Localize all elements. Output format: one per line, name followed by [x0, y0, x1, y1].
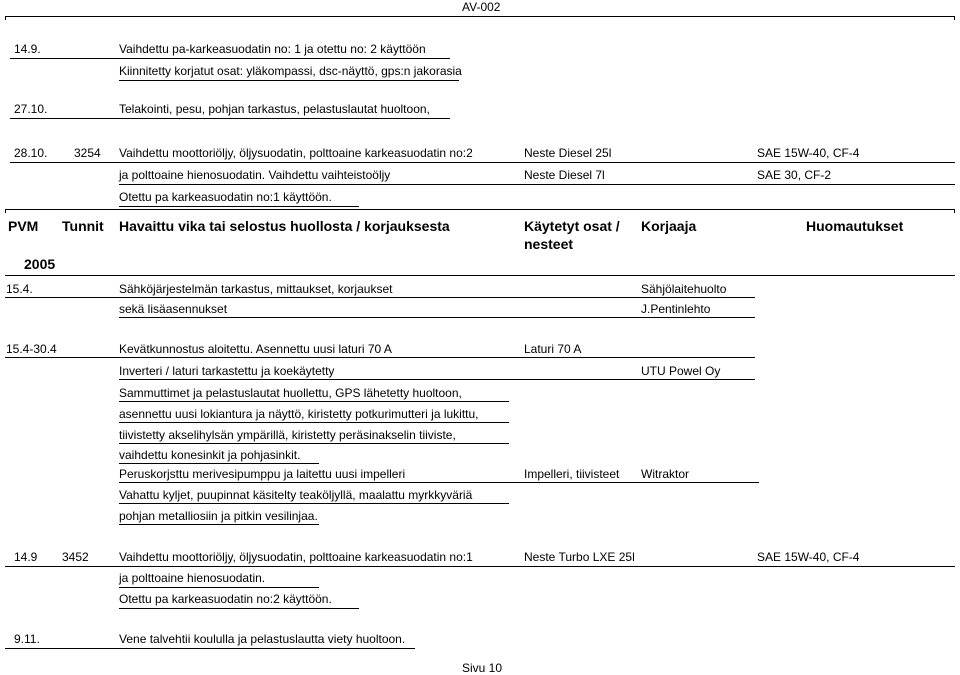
entry-repairer: UTU Powel Oy	[641, 364, 721, 378]
divider	[119, 443, 509, 444]
column-header-notes: Huomautukset	[806, 218, 904, 234]
divider	[5, 16, 955, 17]
document-code: AV-002	[462, 0, 501, 14]
entry-line: asennettu uusi lokiantura ja näyttö, kiristetty potkurimutteri ja lukittu,	[119, 407, 479, 421]
entry-line: ja polttoaine hienosuodatin.	[119, 571, 266, 585]
entry-line: Peruskorjsttu merivesipumppu ja laitettu uusi impelleri	[119, 467, 406, 481]
entry-part: Neste Turbo LXE 25l	[524, 550, 635, 564]
entry-line: Vaihdettu pa-karkeasuodatin no: 1 ja otettu no: 2 käyttöön	[119, 42, 426, 56]
entry-repairer: J.Pentinlehto	[641, 302, 711, 316]
entry-date: 27.10.	[14, 102, 48, 116]
entry-part: Neste Diesel 7l	[524, 168, 605, 182]
entry-line: vaihdettu konesinkit ja pohjasinkit.	[119, 448, 301, 462]
divider	[5, 209, 6, 213]
entry-line: sekä lisäasennukset	[119, 302, 228, 316]
entry-part: Impelleri, tiivisteet	[524, 467, 620, 481]
column-header-repairer: Korjaaja	[641, 218, 697, 234]
entry-note: SAE 15W-40, CF-4	[757, 550, 860, 564]
divider	[119, 422, 509, 423]
column-header-hours: Tunnit	[62, 218, 104, 234]
entry-line: Kiinnitetty korjatut osat: yläkompassi, dsc-näyttö, gps:n jakorasia	[119, 64, 462, 78]
divider	[5, 648, 415, 649]
page-footer: Sivu 10	[462, 661, 503, 675]
entry-repairer: Sähjölaitehuolto	[641, 282, 727, 296]
divider	[119, 463, 319, 464]
entry-hours: 3452	[62, 550, 89, 564]
divider	[119, 184, 955, 185]
entry-line: Sähköjärjestelmän tarkastus, mittaukset, korjaukset	[119, 282, 393, 296]
entry-line: Telakointi, pesu, pohjan tarkastus, pelastuslautat huoltoon,	[119, 102, 430, 116]
divider	[5, 297, 755, 298]
entry-note: SAE 15W-40, CF-4	[757, 146, 860, 160]
divider	[119, 317, 755, 318]
entry-line: ja polttoaine hienosuodatin. Vaihdettu vaihteistoöljy	[119, 168, 391, 182]
entry-date: 15.4-30.4	[6, 342, 57, 356]
entry-date: 14.9	[14, 550, 38, 564]
divider	[119, 379, 755, 380]
entry-part: Neste Diesel 25l	[524, 146, 612, 160]
divider	[119, 608, 359, 609]
entry-line: Kevätkunnostus aloitettu. Asennettu uusi laturi 70 A	[119, 342, 392, 356]
column-header-parts: Käytetyt osat /	[524, 218, 620, 234]
entry-date: 15.4.	[6, 282, 33, 296]
entry-date: 28.10.	[14, 146, 48, 160]
divider	[10, 58, 450, 59]
entry-line: Vaihdettu moottoriöljy, öljysuodatin, polttoaine karkeasuodatin no:1	[119, 550, 473, 564]
entry-line: Vahattu kyljet, puupinnat käsitelty teaköljyllä, maalattu myrkkyväriä	[119, 488, 473, 502]
divider	[5, 275, 955, 276]
divider	[10, 118, 450, 119]
divider	[119, 482, 759, 483]
entry-date: 14.9.	[14, 42, 41, 56]
divider	[119, 206, 359, 207]
divider	[10, 162, 955, 163]
divider	[5, 357, 755, 358]
column-header-description: Havaittu vika tai selostus huollosta / korjauksesta	[119, 218, 450, 234]
column-header-parts: nesteet	[524, 236, 574, 252]
divider	[5, 16, 6, 20]
divider	[954, 16, 955, 20]
entry-line: Otettu pa karkeasuodatin no:1 käyttöön.	[119, 190, 332, 204]
divider	[119, 401, 509, 402]
entry-line: Sammuttimet ja pelastuslautat huollettu, GPS lähetetty huoltoon,	[119, 386, 462, 400]
divider	[119, 524, 319, 525]
column-header-date: PVM	[8, 218, 39, 234]
entry-line: pohjan metalliosiin ja pitkin vesilinjaa.	[119, 509, 318, 523]
divider	[5, 209, 955, 210]
divider	[954, 209, 955, 213]
year-label: 2005	[24, 256, 56, 272]
divider	[5, 566, 955, 567]
entry-part: Laturi 70 A	[524, 342, 582, 356]
entry-note: SAE 30, CF-2	[757, 168, 832, 182]
divider	[119, 80, 459, 81]
entry-date: 9.11.	[14, 632, 40, 646]
divider	[119, 587, 319, 588]
entry-line: Vaihdettu moottoriöljy, öljysuodatin, polttoaine karkeasuodatin no:2	[119, 146, 473, 160]
entry-line: tiivistetty akselihylsän ympärillä, kiristetty peräsinakselin tiiviste,	[119, 428, 456, 442]
entry-hours: 3254	[74, 146, 101, 160]
entry-line: Inverteri / laturi tarkastettu ja koekäytetty	[119, 364, 335, 378]
entry-repairer: Witraktor	[641, 467, 689, 481]
entry-line: Otettu pa karkeasuodatin no:2 käyttöön.	[119, 592, 332, 606]
entry-line: Vene talvehtii koululla ja pelastuslautta viety huoltoon.	[119, 632, 406, 646]
divider	[119, 503, 509, 504]
